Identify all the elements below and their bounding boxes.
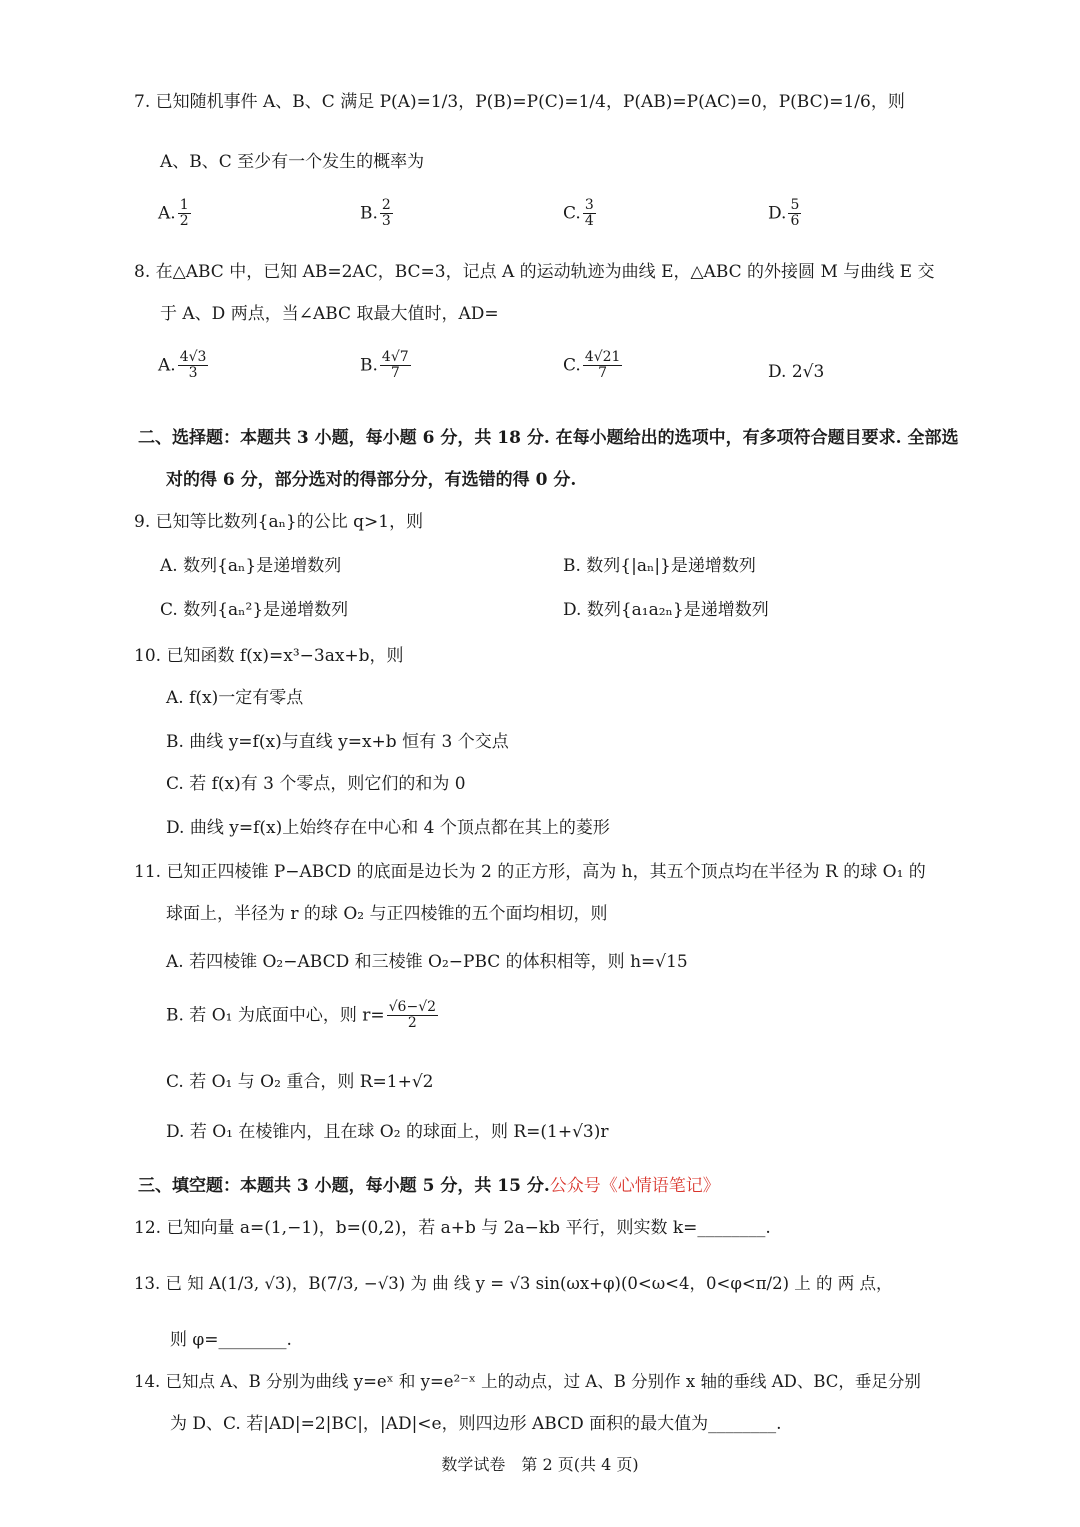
q11-line2: 球面上，半径为 r 的球 O₂ 与正四棱锥的五个面均相切，则: [166, 904, 608, 924]
q11-option-c: C. 若 O₁ 与 O₂ 重合，则 R=1+√2: [166, 1072, 434, 1092]
section2-line2: 对的得 6 分，部分选对的得部分分，有选错的得 0 分.: [166, 470, 577, 490]
q7-option-a: A. $\frac{1}{2}$: [158, 197, 189, 230]
q10-stem: 10. 已知函数 f(x)=x³−3ax+b，则: [134, 646, 404, 666]
q9-option-d: D. 数列{a₁a₂ₙ}是递增数列: [563, 600, 769, 620]
q7-line2: A、B、C 至少有一个发生的概率为: [160, 152, 425, 172]
q10-option-d: D. 曲线 y=f(x)上始终存在中心和 4 个顶点都在其上的菱形: [166, 818, 610, 838]
q9-stem: 9. 已知等比数列{aₙ}的公比 q>1，则: [134, 512, 424, 532]
q9-option-a: A. 数列{aₙ}是递增数列: [160, 556, 342, 576]
q14-line2: 为 D、C. 若|AD|=2|BC|，|AD|<e，则四边形 ABCD 面积的最大值为________.: [170, 1414, 782, 1434]
q8-line1: 8. 在△ABC 中，已知 AB=2AC，BC=3，记点 A 的运动轨迹为曲线 E，△ABC 的外接圆 M 与曲线 E 交: [134, 262, 935, 282]
q14-line1: 14. 已知点 A、B 分别为曲线 y=eˣ 和 y=e²⁻ˣ 上的动点，过 A、B 分别作 x 轴的垂线 AD、BC，垂足分别: [134, 1372, 921, 1391]
q10-option-a: A. f(x)一定有零点: [166, 688, 304, 708]
section3-text: 三、填空题：本题共 3 小题，每小题 5 分，共 15 分.: [138, 1176, 550, 1196]
q11-line1: 11. 已知正四棱锥 P−ABCD 的底面是边长为 2 的正方形，高为 h，其五个顶点均在半径为 R 的球 O₁ 的: [134, 862, 926, 882]
q11-option-d: D. 若 O₁ 在棱锥内，且在球 O₂ 的球面上，则 R=(1+√3)r: [166, 1122, 609, 1142]
q8-line2: 于 A、D 两点，当∠ABC 取最大值时，AD=: [160, 304, 499, 324]
q8-option-a: A. $\frac{4√3}{3}$: [158, 349, 207, 382]
q10-option-b: B. 曲线 y=f(x)与直线 y=x+b 恒有 3 个交点: [166, 732, 509, 752]
q13-line2: 则 φ=________.: [170, 1330, 292, 1350]
q10-option-c: C. 若 f(x)有 3 个零点，则它们的和为 0: [166, 774, 466, 794]
q9-option-c: C. 数列{aₙ²}是递增数列: [160, 600, 349, 620]
q11-option-a: A. 若四棱锥 O₂−ABCD 和三棱锥 O₂−PBC 的体积相等，则 h=√15: [166, 952, 688, 972]
q7-option-d: D. $\frac{5}{6}$: [768, 197, 800, 230]
watermark-text: 公众号《心情语笔记》: [549, 1176, 720, 1196]
page-footer: 数学试卷 第 2 页(共 4 页): [441, 1455, 639, 1474]
q12-text: 12. 已知向量 a=(1,−1)，b=(0,2)，若 a+b 与 2a−kb 平行，则实数 k=________.: [134, 1218, 771, 1238]
q9-option-b: B. 数列{|aₙ|}是递增数列: [563, 556, 756, 576]
q7-line1: 7. 已知随机事件 A、B、C 满足 P(A)=1/3，P(B)=P(C)=1/4，P(AB)=P(AC)=0，P(BC)=1/6，则: [134, 92, 905, 112]
q8-option-b: B. $\frac{4√7}{7}$: [360, 349, 409, 382]
q11-option-b: B. 若 O₁ 为底面中心，则 r= $\frac{√6-√2}{2}$: [166, 999, 437, 1032]
q13-line1: 13. 已 知 A(1/3, √3)，B(7/3, −√3) 为 曲 线 y = √3 sin(ωx+φ)(0<ω<4，0<φ<π/2) 上 的 两 点，: [134, 1274, 893, 1293]
section3-heading: [138, 1176, 720, 1196]
q7-option-c: C. $\frac{3}{4}$: [563, 197, 594, 230]
q8-option-d: D. 2√3: [768, 362, 825, 382]
q8-option-c: C. $\frac{4√21}{7}$: [563, 349, 621, 382]
q7-option-b: B. $\frac{2}{3}$: [360, 197, 391, 230]
section2-line1: 二、选择题：本题共 3 小题，每小题 6 分，共 18 分. 在每小题给出的选项中，有多项符合题目要求. 全部选: [138, 428, 959, 448]
